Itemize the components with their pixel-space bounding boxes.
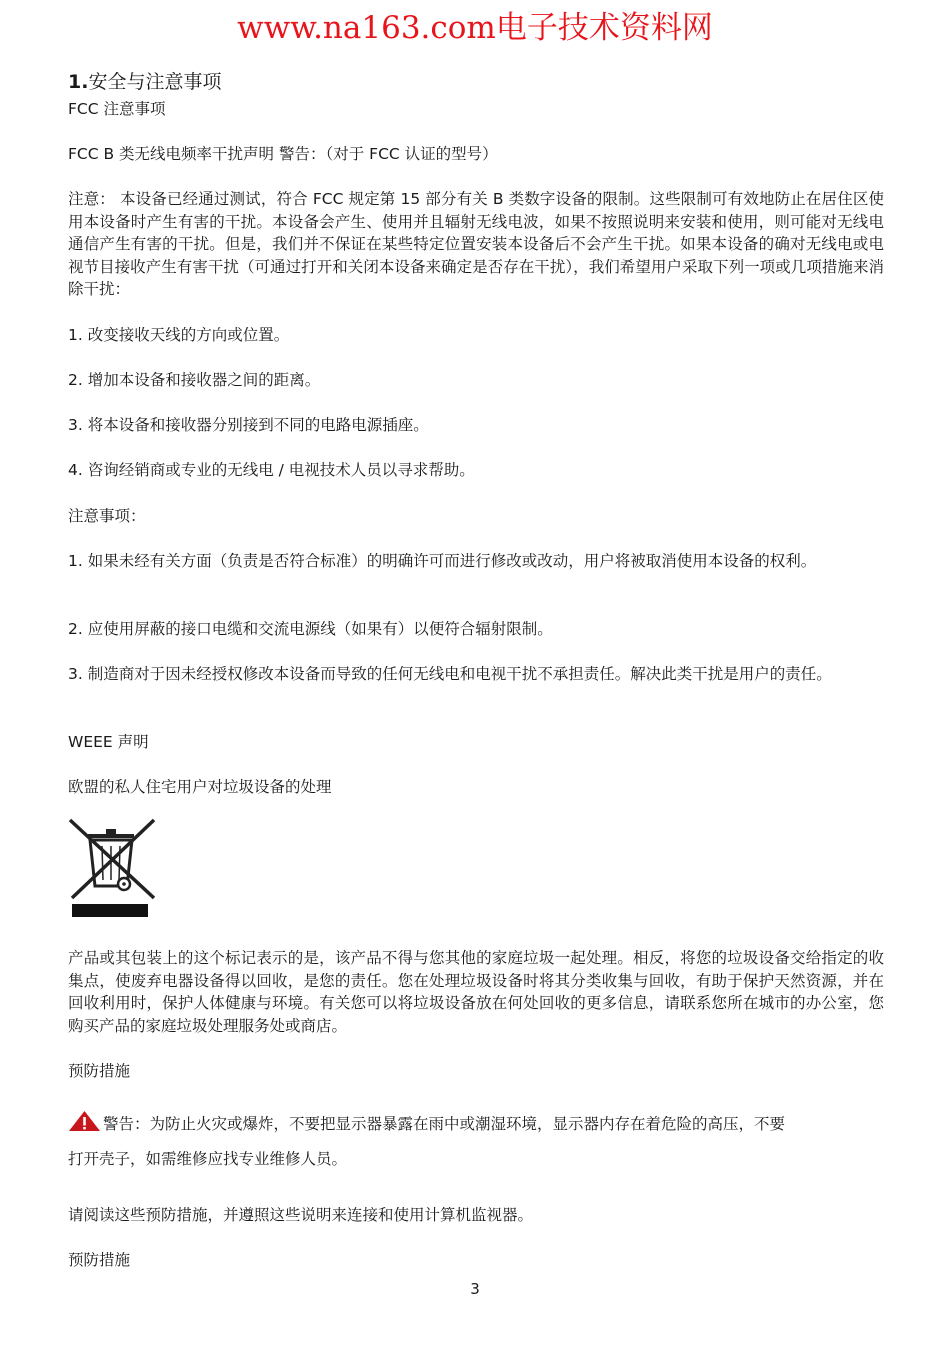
- warning-line: [68, 1110, 884, 1136]
- read-precautions: 请阅读这些预防措施，并遵照这些说明来连接和使用计算机监视器。: [68, 1206, 534, 1224]
- weee-subheading: 欧盟的私人住宅用户对垃圾设备的处理: [68, 778, 332, 796]
- cautions-heading: 注意事项：: [68, 507, 146, 525]
- watermark: www.na163.com电子技术资料网: [237, 10, 713, 46]
- caution-item: 2. 应使用屏蔽的接口电缆和交流电源线（如果有）以便符合辐射限制。: [68, 620, 553, 638]
- warning-line-2: 打开壳子，如需维修应找专业维修人员。: [68, 1150, 348, 1168]
- warning-text: 警告：为防止火灾或爆炸，不要把显示器暴露在雨中或潮湿环境，显示器内存在着危险的高压，不要: [103, 1115, 786, 1133]
- measure-item: 4. 咨询经销商或专业的无线电 / 电视技术人员以寻求帮助。: [68, 461, 475, 479]
- fcc-heading: FCC 注意事项: [68, 100, 166, 118]
- notice-paragraph: 注意： 本设备已经通过测试，符合 FCC 规定第 15 部分有关 B 类数字设备的限制。这些限制可有效地防止在居住区使用本设备时产生有害的干扰。本设备会产生、使用并且辐射无线电波，如果不按照说明来安装和使用，则可能对无线电通信产生有害的干扰。但是，我们并不保证在某些特定位置安装本设备后不会产生干扰。如果本设备的确对无线电或电视节目接收产生有害干扰（可通过打开和关闭本设备来确定是否存在干扰），我们希望用户采取下列一项或几项措施来消除干扰：: [68, 190, 884, 298]
- section-title-text: 安全与注意事项: [88, 71, 222, 93]
- page-number: 3: [470, 1280, 480, 1298]
- measure-item: 3. 将本设备和接收器分别接到不同的电路电源插座。: [68, 416, 429, 434]
- precautions-heading: 预防措施: [68, 1062, 131, 1080]
- fcc-class-b-statement: FCC B 类无线电频率干扰声明 警告：（对于 FCC 认证的型号）: [68, 145, 498, 163]
- caution-item: 3. 制造商对于因未经授权修改本设备而导致的任何无线电和电视干扰不承担责任。解决此类干扰是用户的责任。: [68, 665, 832, 683]
- warning-triangle-icon: [68, 1110, 101, 1132]
- measure-item: 2. 增加本设备和接收器之间的距离。: [68, 371, 321, 389]
- section-title: [68, 70, 884, 94]
- precautions-heading-2: 预防措施: [68, 1251, 131, 1269]
- caution-item: 1. 如果未经有关方面（负责是否符合标准）的明确许可而进行修改或改动，用户将被取消使用本设备的权利。: [68, 552, 817, 570]
- weee-crossed-bin-icon: [68, 818, 158, 920]
- weee-heading: WEEE 声明: [68, 733, 149, 751]
- section-number: 1.: [68, 71, 89, 93]
- weee-paragraph: 产品或其包装上的这个标记表示的是，该产品不得与您其他的家庭垃圾一起处理。相反，将您的垃圾设备交给指定的收集点，使废弃电器设备得以回收，是您的责任。您在处理垃圾设备时将其分类收集与回收，有助于保护天然资源，并在回收利用时，保护人体健康与环境。有关您可以将垃圾设备放在何处回收的更多信息，请联系您所在城市的办公室，您购买产品的家庭垃圾处理服务处或商店。: [68, 949, 884, 1035]
- measure-item: 1. 改变接收天线的方向或位置。: [68, 326, 290, 344]
